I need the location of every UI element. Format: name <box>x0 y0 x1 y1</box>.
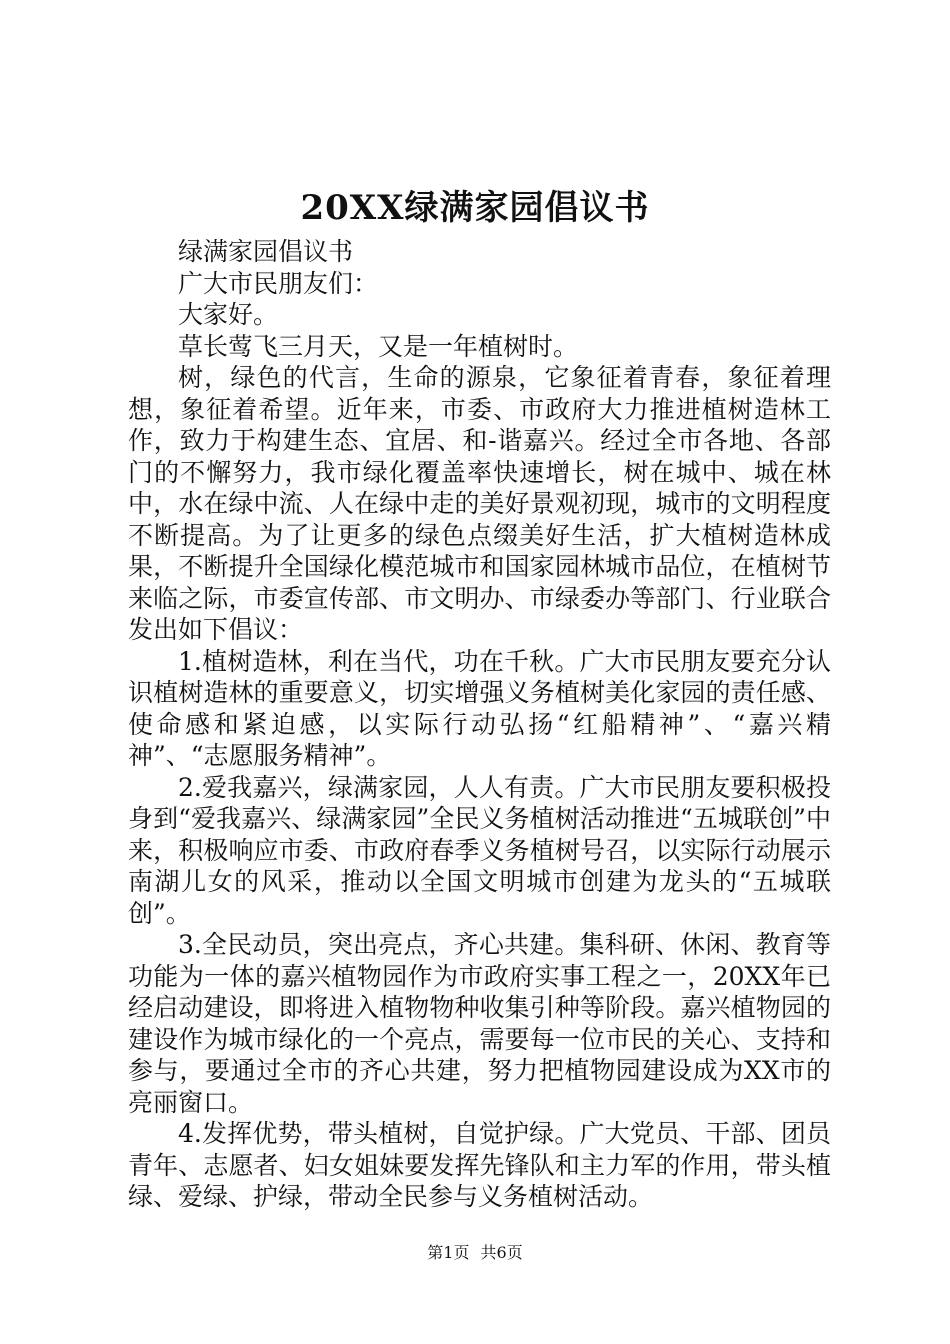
paragraph-item-3: 3.全民动员，突出亮点，齐心共建。集科研、休闲、教育等功能为一体的嘉兴植物园作为市政府实事工程之一，20XX年已经启动建设，即将进入植物物种收集引种等阶段。嘉兴植物园的建设作为城市绿化的一个亮点，需要每一位市民的关心、支持和参与，要通过全市的齐心共建，努力把植物园建设成为XX市的亮丽窗口。 <box>128 930 831 1117</box>
paragraph-item-4: 4.发挥优势，带头植树，自觉护绿。广大党员、干部、团员青年、志愿者、妇女姐妹要发挥先锋队和主力军的作用，带头植绿、爱绿、护绿，带动全民参与义务植树活动。 <box>128 1119 831 1211</box>
document-body <box>128 236 831 1213</box>
paragraph-background: 树，绿色的代言，生命的源泉，它象征着青春，象征着理想，象征着希望。近年来，市委、市政府大力推进植树造林工作，致力于构建生态、宜居、和-谐嘉兴。经过全市各地、各部门的不懈努力，我市绿化覆盖率快速增长，树在城中、城在林中，水在绿中流、人在绿中走的美好景观初现，城市的文明程度不断提高。为了让更多的绿色点缀美好生活，扩大植树造林成果，不断提升全国绿化模范城市和国家园林城市品位，在植树节来临之际，市委宣传部、市文明办、市绿委办等部门、行业联合发出如下倡议： <box>128 363 831 644</box>
document-title: 20XX绿满家园倡议书 <box>300 188 650 228</box>
page-number: 第1页 <box>427 1243 470 1262</box>
page-total: 共6页 <box>480 1243 523 1262</box>
paragraph-intro: 草长莺飞三月天，又是一年植树时。 <box>178 331 579 361</box>
paragraph-greeting: 大家好。 <box>178 300 279 329</box>
paragraph-item-1: 1.植树造林，利在当代，功在千秋。广大市民朋友要充分认识植树造林的重要意义，切实增强义务植树美化家园的责任感、使命感和紧迫感，以实际行动弘扬“红船精神”、“嘉兴精神”、“志愿服务精神”。 <box>128 646 831 770</box>
paragraph-salutation: 广大市民朋友们： <box>178 268 379 298</box>
page-footer <box>0 1242 950 1264</box>
paragraph-heading: 绿满家园倡议书 <box>178 237 354 266</box>
paragraph-item-2: 2.爱我嘉兴，绿满家园，人人有责。广大市民朋友要积极投身到“爱我嘉兴、绿满家园”全民义务植树活动推进“五城联创”中来，积极响应市委、市政府春季义务植树号召，以实际行动展示南湖儿女的风采，推动以全国文明城市创建为龙头的“五城联创”。 <box>128 772 831 928</box>
